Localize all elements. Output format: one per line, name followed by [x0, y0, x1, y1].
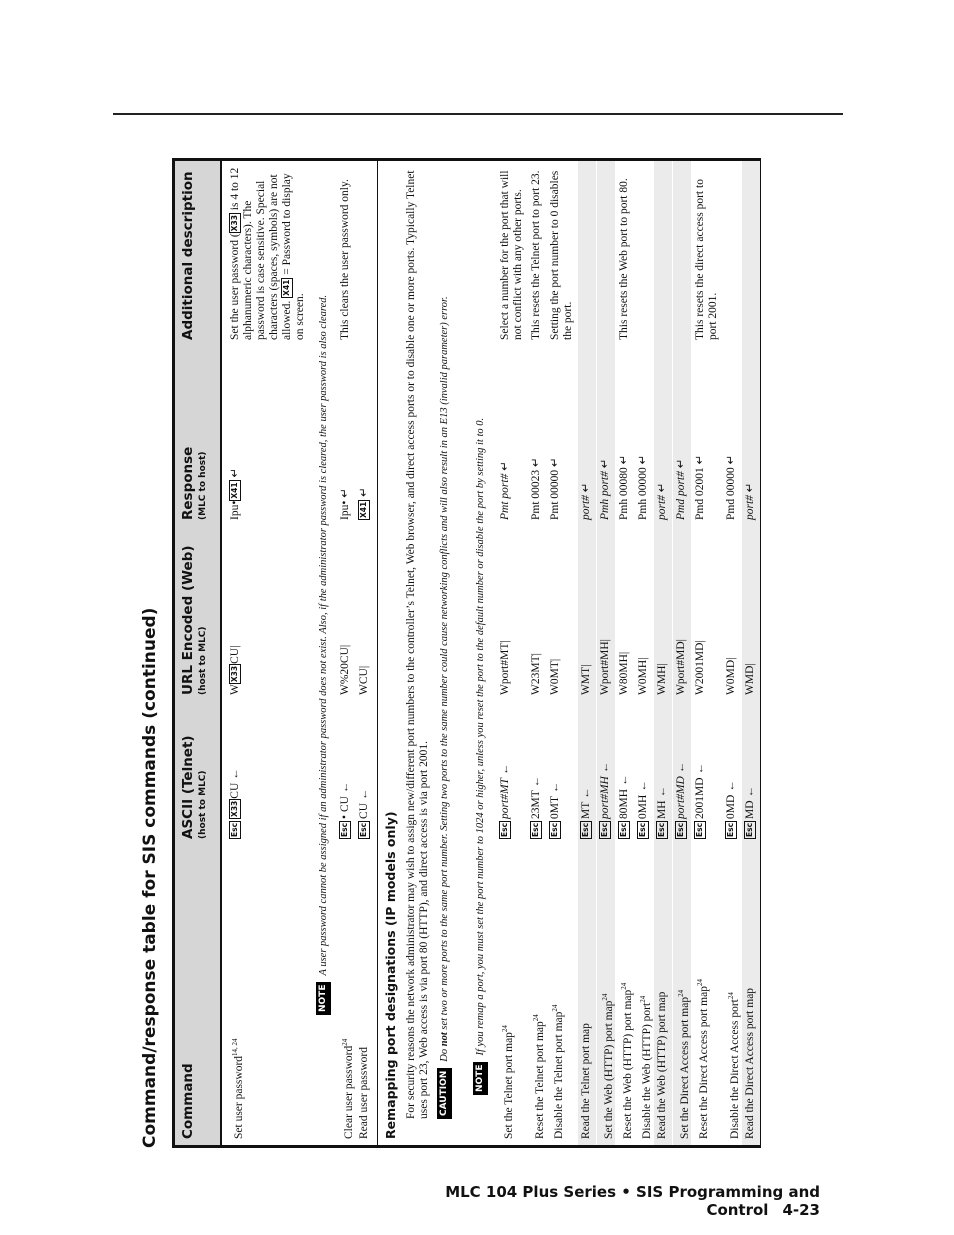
ascii-command: 2001MD — [694, 777, 706, 819]
url-cell — [580, 530, 593, 695]
bar-icon: | — [725, 657, 737, 660]
command-cell — [744, 843, 757, 1139]
table-row — [597, 161, 615, 1145]
return-icon: ↵ — [530, 457, 542, 467]
url-cell — [530, 530, 543, 695]
table-row — [547, 161, 577, 1145]
command-label: Reset the Telnet port map — [533, 1021, 546, 1139]
enter-arrow-icon: ← — [530, 776, 542, 788]
table-row — [692, 161, 722, 1145]
description-cell — [549, 164, 575, 340]
rotated-table-region — [140, 156, 765, 1148]
bar-icon: | — [339, 644, 351, 648]
response-cell — [694, 355, 707, 520]
url-command: Wport#MD — [675, 641, 687, 695]
command-label: Read the Web (HTTP) port map — [656, 991, 668, 1139]
command-label: Set user password — [232, 1055, 245, 1139]
enter-arrow-icon: ← — [744, 786, 756, 798]
superscript: 24 — [677, 989, 685, 997]
enter-arrow-icon: ← — [499, 763, 511, 776]
command-cell — [675, 843, 692, 1139]
response-text: Pmh port# — [599, 471, 611, 520]
command-label: Set the Telnet port map — [502, 1032, 515, 1139]
url-command: W0MT — [549, 661, 561, 695]
description-cell — [499, 164, 525, 340]
command-label: Disable the Direct Access port — [728, 999, 741, 1139]
command-label: Set the Web (HTTP) port map — [602, 1000, 615, 1139]
header-additional: Additional description — [180, 171, 196, 340]
ascii-cell — [549, 689, 562, 839]
section-divider — [377, 161, 378, 1145]
esc-key-icon: Esc — [340, 822, 350, 837]
enter-arrow-icon: ← — [229, 768, 241, 780]
command-label: Reset the Web (HTTP) port map — [621, 989, 634, 1139]
ascii-cell — [618, 689, 631, 839]
response-cell — [637, 355, 650, 520]
ascii-cell — [744, 689, 757, 839]
ascii-command: port#MT — [499, 778, 511, 819]
bar-icon: | — [530, 653, 542, 656]
bar-icon: | — [618, 651, 630, 655]
header-ascii: ASCII (Telnet) (host to MLC) — [180, 735, 208, 839]
ascii-command: 0MD — [725, 794, 737, 819]
table-row — [578, 161, 596, 1145]
bar-icon: | — [499, 640, 511, 643]
response-cell — [725, 355, 738, 520]
url-command: W23MT — [530, 655, 542, 695]
response-text: port# — [744, 495, 756, 520]
superscript: 24 — [696, 979, 704, 987]
bar-icon: | — [656, 663, 668, 666]
response-text: Pmh 00080 — [618, 467, 630, 520]
esc-key-icon: Esc — [638, 822, 648, 837]
enter-arrow-icon: ← — [599, 761, 611, 774]
page-title: Command/response table for SIS commands (continued) — [140, 607, 160, 1148]
url-command: WMH — [656, 665, 668, 695]
response-text: Pmh 00000 — [637, 467, 649, 520]
ascii-cell — [530, 689, 543, 839]
response-text: Pmt 00023 — [530, 469, 542, 520]
enter-arrow-icon: ← — [656, 786, 668, 798]
description-cell — [694, 164, 720, 340]
return-icon: ↵ — [618, 454, 630, 465]
ascii-command: 0MT — [549, 796, 561, 819]
esc-key-icon: Esc — [600, 822, 610, 837]
ascii-cell — [499, 689, 512, 839]
ascii-cell — [599, 689, 612, 839]
enter-arrow-icon: ← — [358, 788, 370, 801]
section-title: Remapping port designations (IP models only) — [383, 811, 398, 1139]
footer-text: MLC 104 Plus Series • SIS Programming and Control — [445, 1183, 820, 1219]
ascii-command: 23MT — [530, 790, 542, 819]
url-cell — [656, 530, 669, 695]
x33-variable-icon: X33 — [230, 665, 240, 683]
superscript: 24 — [532, 1014, 540, 1022]
return-icon: ↵ — [694, 454, 706, 465]
enter-arrow-icon: ← — [725, 780, 737, 792]
ascii-command: port#MH — [599, 776, 611, 819]
note-row: NOTEIf you remap a port, you must set the port number to 1024 or higher, unless you reset the port to the default number or disable the port by setting it to 0. — [471, 161, 491, 1145]
page-number: 4-23 — [782, 1201, 820, 1219]
response-text: Pmd 00000 — [725, 467, 737, 520]
enter-arrow-icon: ← — [580, 787, 592, 800]
esc-key-icon: Esc — [581, 822, 591, 837]
command-label: Disable the Web (HTTP) port — [640, 1002, 653, 1139]
url-command: WMT — [580, 666, 592, 695]
url-command: W80MH — [618, 654, 630, 695]
header-response: Response (MLC to host) — [180, 446, 208, 520]
table-row — [673, 161, 691, 1145]
caution-row: CAUTIONDo not set two or more ports to the same port number. Setting two ports to the same number could cause networking conflicts and will also result in an E13 (invalid parameter) error. — [435, 161, 467, 1145]
enter-arrow-icon: ← — [618, 774, 630, 787]
response-text: Pmd 02001 — [694, 467, 706, 520]
return-icon: ↵ — [725, 454, 737, 465]
enter-arrow-icon: ← — [694, 763, 706, 775]
ascii-command: 0MH — [637, 794, 649, 819]
ascii-command: MD — [744, 800, 756, 819]
x41-variable-icon: X41 — [282, 279, 292, 296]
command-label: Read the Direct Access port map — [744, 987, 756, 1139]
url-command: Wport#MT — [499, 642, 511, 695]
note-badge: NOTE — [473, 1062, 488, 1095]
enter-arrow-icon: ← — [339, 781, 351, 794]
table-row — [723, 161, 741, 1145]
top-rule — [113, 113, 843, 115]
url-cell — [549, 530, 562, 695]
note-row: NOTEA user password cannot be assigned if an administrator password does not exist. Also, if the administrator password is cleared, the user password is also cleared. — [316, 161, 332, 1145]
ascii-cell — [675, 689, 688, 839]
esc-key-icon: Esc — [531, 822, 541, 837]
return-icon: ↵ — [358, 487, 370, 497]
ascii-command: port#MD — [675, 776, 687, 819]
table-row — [742, 161, 760, 1145]
response-cell — [549, 355, 562, 520]
enter-arrow-icon: ← — [675, 761, 687, 774]
section-intro: For security reasons the network administrator may wish to assign new/different port numbers to the controller’s Telnet, Web browser, and direct access ports or to disable one or more ports. Typically Telnet uses port 23, Web access is via port 80 (HTTP), and direct access is via port 2001. — [405, 170, 430, 1119]
table-row — [616, 161, 634, 1145]
esc-key-icon: Esc — [676, 822, 686, 837]
url-cell — [744, 530, 757, 695]
bar-icon: | — [358, 665, 370, 669]
ascii-command: MT — [580, 801, 592, 819]
table-row: Set user password$^{14, 24}$ EscX33CU ← WX33CU| Ipu•X41 ↵ Set the user password (X33 is 4 to 12 alphanumeric characters). The password is case sensitive. Special characters (spaces, symbols) are not allowed. X41 = Password to display on screen. — [229, 167, 306, 1139]
ascii-cell — [725, 689, 738, 839]
ascii-cell — [637, 689, 650, 839]
description-text: Setting the port number to 0 disables the port. — [549, 170, 574, 340]
description-text: Select a number for the port that will not conflict with any other ports. — [499, 170, 524, 340]
table-header — [175, 161, 222, 1145]
command-table — [172, 158, 761, 1148]
caution-badge: CAUTION — [437, 1068, 452, 1119]
superscript: 24 — [620, 982, 628, 990]
bar-icon: | — [599, 639, 611, 642]
ascii-cell — [656, 689, 669, 839]
command-label: Reset the Direct Access port map — [697, 986, 710, 1139]
bar-icon: | — [694, 640, 706, 643]
table-row: Clear user password$^{24}$ Esc• CU ← W%20CU| Ipu• ↵ This clears the user password only. — [339, 179, 355, 1139]
response-cell — [656, 355, 669, 520]
response-cell — [675, 355, 688, 520]
enter-arrow-icon: ← — [637, 780, 649, 792]
response-text: Pmd port# — [675, 471, 687, 520]
url-command: W2001MD — [694, 642, 706, 695]
command-label: Disable the Telnet port map — [552, 1011, 565, 1139]
command-cell — [725, 843, 742, 1139]
response-cell — [580, 355, 593, 520]
superscript: 24 — [639, 995, 647, 1003]
command-label: Read the Telnet port map — [580, 1023, 592, 1139]
table-row — [528, 161, 546, 1145]
ascii-cell — [580, 689, 593, 839]
command-cell — [499, 843, 516, 1139]
description-text: This resets the direct access port to port 2001. — [694, 179, 719, 340]
enter-arrow-icon: ← — [549, 781, 561, 794]
bar-icon: | — [675, 639, 687, 642]
url-cell — [725, 530, 738, 695]
description-cell — [530, 164, 543, 340]
x33-variable-icon: X33 — [230, 215, 240, 232]
ascii-command: MH — [656, 800, 668, 819]
url-cell — [599, 530, 612, 695]
command-cell — [599, 843, 616, 1139]
bar-icon: | — [229, 645, 241, 648]
return-icon: ↵ — [549, 457, 561, 467]
esc-key-icon: Esc — [359, 822, 369, 837]
page-footer — [380, 1183, 820, 1219]
table-row — [635, 161, 653, 1145]
response-text: port# — [656, 495, 668, 520]
x41-variable-icon: X41 — [230, 482, 240, 499]
url-command: W0MH — [637, 659, 649, 695]
superscript: 24 — [601, 993, 609, 1001]
command-cell — [549, 843, 566, 1139]
url-cell — [618, 530, 631, 695]
return-icon: ↵ — [744, 482, 756, 493]
note-badge: NOTE — [316, 982, 331, 1015]
return-icon: ↵ — [580, 482, 592, 493]
table-row — [497, 161, 527, 1145]
url-cell — [499, 530, 512, 695]
command-cell — [656, 843, 669, 1139]
return-icon: ↵ — [599, 458, 611, 469]
section-header — [382, 161, 398, 1145]
superscript: 24 — [727, 992, 735, 1000]
ascii-command: 80MH — [618, 788, 630, 819]
esc-key-icon: Esc — [695, 822, 705, 837]
url-cell — [694, 530, 707, 695]
command-cell — [530, 843, 547, 1139]
esc-key-icon: Esc — [657, 822, 667, 837]
header-command: Command — [180, 1063, 196, 1139]
esc-key-icon: Esc — [550, 822, 560, 837]
bar-icon: | — [549, 658, 561, 662]
bar-icon: | — [744, 663, 756, 666]
esc-key-icon: Esc — [500, 822, 510, 837]
command-cell — [580, 843, 593, 1139]
return-icon: ↵ — [675, 458, 687, 469]
url-cell — [675, 530, 688, 695]
response-cell — [530, 355, 543, 520]
return-icon: ↵ — [339, 488, 351, 498]
esc-key-icon: Esc — [726, 822, 736, 837]
description-text: This resets the Web port to port 80. — [618, 178, 630, 340]
response-cell — [499, 355, 512, 520]
bar-icon: | — [637, 657, 649, 660]
header-url: URL Encoded (Web) (host to MLC) — [180, 545, 208, 695]
bar-icon: | — [580, 664, 592, 667]
ascii-cell — [694, 689, 707, 839]
superscript: 24 — [501, 1025, 509, 1033]
table-row: Read user password EscCU ← WCU| X41 ↵ — [358, 487, 370, 1139]
url-cell — [637, 530, 650, 695]
response-cell — [618, 355, 631, 520]
description-text: This resets the Telnet port to port 23. — [530, 170, 542, 340]
table-row — [654, 161, 672, 1145]
return-icon: ↵ — [229, 467, 241, 478]
command-cell — [637, 843, 654, 1139]
response-text: port# — [580, 495, 592, 520]
command-label: Set the Direct Access port map — [678, 996, 691, 1139]
x41-variable-icon: X41 — [359, 501, 369, 518]
response-cell — [744, 355, 757, 520]
description-cell — [618, 164, 631, 340]
esc-key-icon: Esc — [745, 822, 755, 837]
return-icon: ↵ — [499, 461, 511, 471]
url-command: W0MD — [725, 659, 737, 695]
return-icon: ↵ — [637, 454, 649, 465]
command-cell — [694, 843, 711, 1139]
url-command: Wport#MH — [599, 641, 611, 695]
url-command: WMD — [744, 665, 756, 695]
response-text: Pmt port# — [499, 473, 511, 520]
superscript: 24 — [551, 1004, 559, 1012]
esc-key-icon: Esc — [230, 822, 240, 837]
return-icon: ↵ — [656, 482, 668, 493]
response-text: Pmt 00000 — [549, 469, 561, 520]
response-cell — [599, 355, 612, 520]
esc-key-icon: Esc — [619, 822, 629, 837]
x33-variable-icon: X33 — [230, 800, 240, 817]
command-cell — [618, 843, 635, 1139]
